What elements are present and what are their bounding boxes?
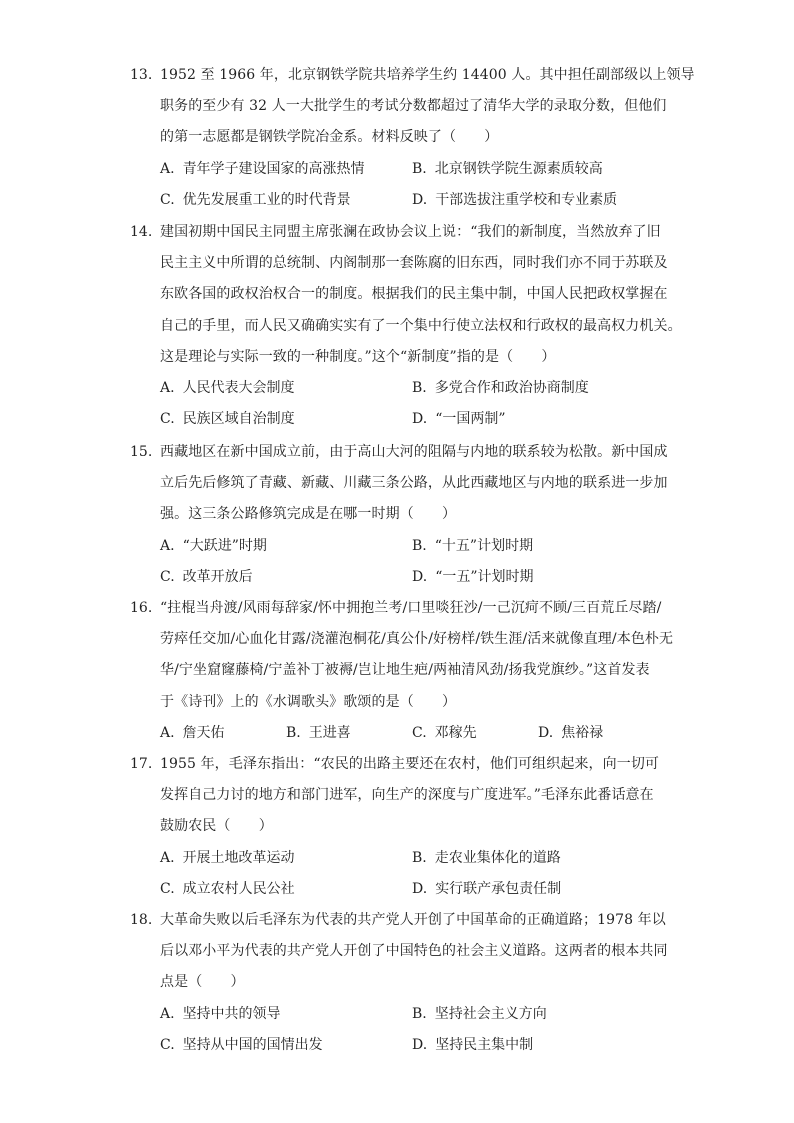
option-row xyxy=(160,373,680,404)
option-d[interactable]: D. 实行联产承包责任制 xyxy=(412,881,562,897)
option-b[interactable]: B. 多党合作和政治协商制度 xyxy=(412,380,589,396)
option-d[interactable]: D. 干部选拔注重学校和专业素质 xyxy=(412,192,618,208)
stem-line: 东欧各国的政权治权合一的制度。根据我们的民主集中制，中国人民把政权掌握在 xyxy=(160,286,668,303)
stem-line: 后以邓小平为代表的共产党人开创了中国特色的社会主义道路。这两者的根本共同 xyxy=(160,943,668,960)
option-row xyxy=(160,718,680,749)
stem-line: 1955 年，毛泽东指出：“农民的出路主要还在农村，他们可组织起来，向一切可 xyxy=(160,756,660,772)
option-row xyxy=(160,404,680,435)
options xyxy=(160,843,680,905)
option-d[interactable]: D. 坚持民主集中制 xyxy=(412,1037,534,1053)
option-b[interactable]: B. 坚持社会主义方向 xyxy=(412,1006,547,1022)
stem-line: 立后先后修筑了青藏、新藏、川藏三条公路，从此西藏地区与内地的联系进一步加 xyxy=(160,475,668,492)
option-b[interactable]: B. 王进喜 xyxy=(286,725,351,741)
options xyxy=(160,718,680,749)
question-number: 13. xyxy=(130,67,153,83)
option-row xyxy=(160,531,680,562)
question-number: 14. xyxy=(130,224,153,240)
option-b[interactable]: B. 走农业集体化的道路 xyxy=(412,850,561,866)
option-c[interactable]: C. 优先发展重工业的时代背景 xyxy=(160,192,351,208)
options xyxy=(160,531,680,593)
question-stem xyxy=(160,437,680,531)
option-row xyxy=(160,874,680,905)
option-a[interactable]: A. 坚持中共的领导 xyxy=(160,1006,281,1022)
option-d[interactable]: D. 焦裕禄 xyxy=(538,725,604,741)
stem-line: 劳瘁任交加/心血化甘露/浇灌泡桐花/真公仆/好榜样/铁生涯/活来就像直理/本色朴无 xyxy=(160,631,674,648)
option-a[interactable]: A. 青年学子建设国家的高涨热情 xyxy=(160,161,365,177)
stem-line: 大革命失败以后毛泽东为代表的共产党人开创了中国革命的正确道路；1978 年以 xyxy=(160,912,666,928)
stem-line: 1952 至 1966 年，北京钢铁学院共培养学生约 14400 人。其中担任副部级以上领导 xyxy=(160,67,695,83)
question-stem xyxy=(160,217,680,373)
stem-line: 点是（ ） xyxy=(160,974,245,991)
stem-line: 建国初期中国民主同盟主席张澜在政协会议上说：“我们的新制度，当然放弃了旧 xyxy=(160,224,661,240)
question-stem xyxy=(160,593,680,718)
stem-line: 自己的手里，而人民又确确实实有了一个集中行使立法权和行政权的最高权力机关。 xyxy=(160,317,682,334)
question-stem xyxy=(160,60,695,154)
stem-line: 于《诗刊》上的《水调歌头》歌颂的是（ ） xyxy=(160,693,457,710)
option-d[interactable]: D. “一国两制” xyxy=(412,411,506,427)
option-d[interactable]: D. “一五”计划时期 xyxy=(412,569,534,585)
option-row xyxy=(160,1030,680,1061)
options xyxy=(160,154,680,216)
stem-line: 华/宁坐窟窿藤椅/宁盖补丁被褥/岂让地生疤/两袖清风劲/扬我党旗纱。”这首发表 xyxy=(160,662,650,679)
option-a[interactable]: A. 开展土地改革运动 xyxy=(160,850,295,866)
stem-line: 西藏地区在新中国成立前，由于高山大河的阻隔与内地的联系较为松散。新中国成 xyxy=(160,444,668,460)
option-row xyxy=(160,154,680,185)
options xyxy=(160,373,680,435)
question-number: 15. xyxy=(130,444,153,460)
stem-line: 职务的至少有 32 人一大批学生的考试分数都超过了清华大学的录取分数，但他们 xyxy=(160,98,667,115)
options xyxy=(160,999,680,1061)
stem-line: 鼓励农民（ ） xyxy=(160,818,273,835)
question-number: 16. xyxy=(130,600,153,616)
stem-line: 强。这三条公路修筑完成是在哪一时期（ ） xyxy=(160,506,457,523)
option-row xyxy=(160,185,680,216)
option-b[interactable]: B. 北京钢铁学院生源素质较高 xyxy=(412,161,603,177)
option-c[interactable]: C. 改革开放后 xyxy=(160,569,253,585)
stem-line: 这是理论与实际一致的一种制度。”这个“新制度”指的是（ ） xyxy=(160,348,556,365)
question-number: 18. xyxy=(130,912,153,928)
option-c[interactable]: C. 成立农村人民公社 xyxy=(160,881,295,897)
option-a[interactable]: A. 詹天佑 xyxy=(160,725,225,741)
question-stem xyxy=(160,905,680,999)
question-stem xyxy=(160,749,680,843)
option-a[interactable]: A. “大跃进”时期 xyxy=(160,538,267,554)
stem-line: 民主主义中所谓的总统制、内阁制那一套陈腐的旧东西，同时我们亦不同于苏联及 xyxy=(160,255,668,272)
option-b[interactable]: B. “十五”计划时期 xyxy=(412,538,534,554)
option-row xyxy=(160,843,680,874)
option-a[interactable]: A. 人民代表大会制度 xyxy=(160,380,295,396)
stem-line: “拄棍当舟渡/风雨每辞家/怀中拥抱兰考/口里啖狂沙/一己沉疴不顾/三百荒丘尽踏/ xyxy=(160,600,662,616)
option-c[interactable]: C. 坚持从中国的国情出发 xyxy=(160,1037,323,1053)
option-row xyxy=(160,999,680,1030)
question-number: 17. xyxy=(130,756,153,772)
stem-line: 发挥自己力讨的地方和部门进军，向生产的深度与广度进军。”毛泽东此番话意在 xyxy=(160,787,654,804)
option-row xyxy=(160,562,680,593)
option-c[interactable]: C. 邓稼先 xyxy=(412,725,477,741)
option-c[interactable]: C. 民族区域自治制度 xyxy=(160,411,295,427)
stem-line: 的第一志愿都是钢铁学院冶金系。材料反映了（ ） xyxy=(160,129,499,146)
